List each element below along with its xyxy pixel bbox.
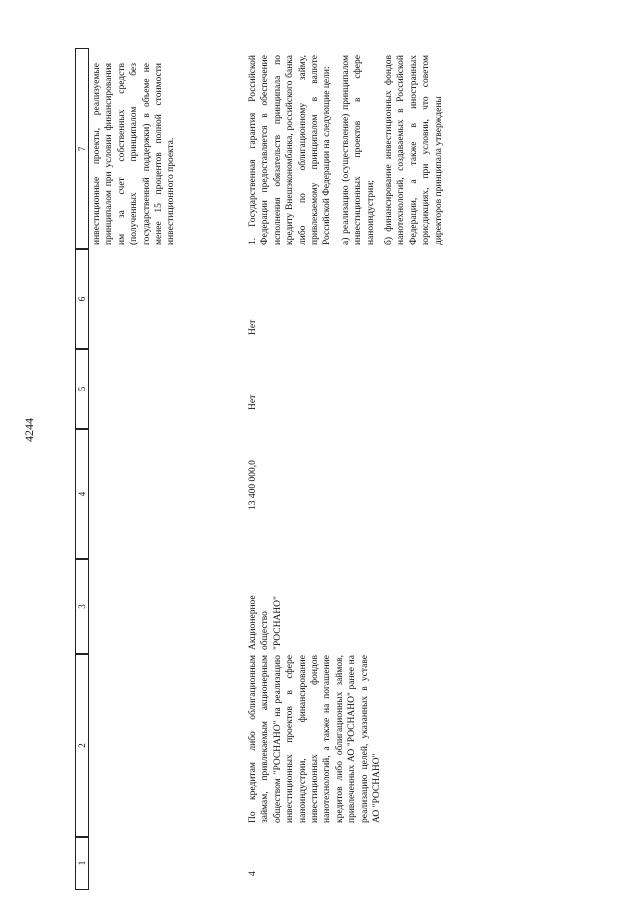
header-col-5: 5: [75, 348, 89, 430]
header-col-7: 7: [75, 48, 89, 250]
condition-paragraph: а) реализацию (осуществление) принципалом инвестиционных проектов в сфере наноиндустрии;: [340, 55, 376, 245]
rotated-table: [75, 30, 635, 890]
header-col-1: 1: [75, 836, 89, 890]
col7-continuation: инвестиционные проекты, реализуемые принципалом при условии финансирования им за счет собственных средств (полученных принципалом без государственной поддержки) в объеме не менее 15 процентов полной стоимости инвестиционного проекта.: [92, 63, 177, 245]
col6-value: Нет: [248, 319, 258, 335]
col5-value: Нет: [248, 394, 258, 410]
header-col-3: 3: [75, 558, 89, 655]
loan-purpose: По кредитам либо облигационным займам, привлекаемым акционерным обществом "РОСНАНО" на реализацию инвестиционных проектов в сфере наноиндустрии, финансирование инвестиционных фондов нанотехнологий, а также на погашение кредитов либо облигационных займов, привлеченных АО "РОСНАНО" ранее на реализацию целей, указанных в уставе АО "РОСНАНО": [248, 655, 383, 823]
guarantee-amount: 13 400 000,0: [248, 460, 258, 510]
condition-paragraph: 1. Государственная гарантия Российской Федерации предоставляется в обеспечение исполнения обязательств принципала по кредиту Внешэкономбанка, российского банка либо по облигационному займу, привлекаемому принципалом в валюте Российской Федерации на следующие цели:: [248, 55, 333, 245]
principal-name: Акционерное общество "РОСНАНО": [248, 595, 283, 650]
header-col-6: 6: [75, 248, 89, 350]
table-header: [75, 30, 89, 890]
header-col-4: 4: [75, 428, 89, 560]
header-col-2: 2: [75, 653, 89, 838]
page-number: 4244: [22, 418, 36, 442]
guarantee-conditions: [247, 55, 451, 245]
condition-paragraph: б) финансирование инвестиционных фондов нанотехнологий, создаваемых в Российской Федерации, а также в иностранных юрисдикциях, при условии, что советом директоров принципала утверждены: [384, 55, 444, 245]
row-number: 4: [248, 871, 258, 876]
